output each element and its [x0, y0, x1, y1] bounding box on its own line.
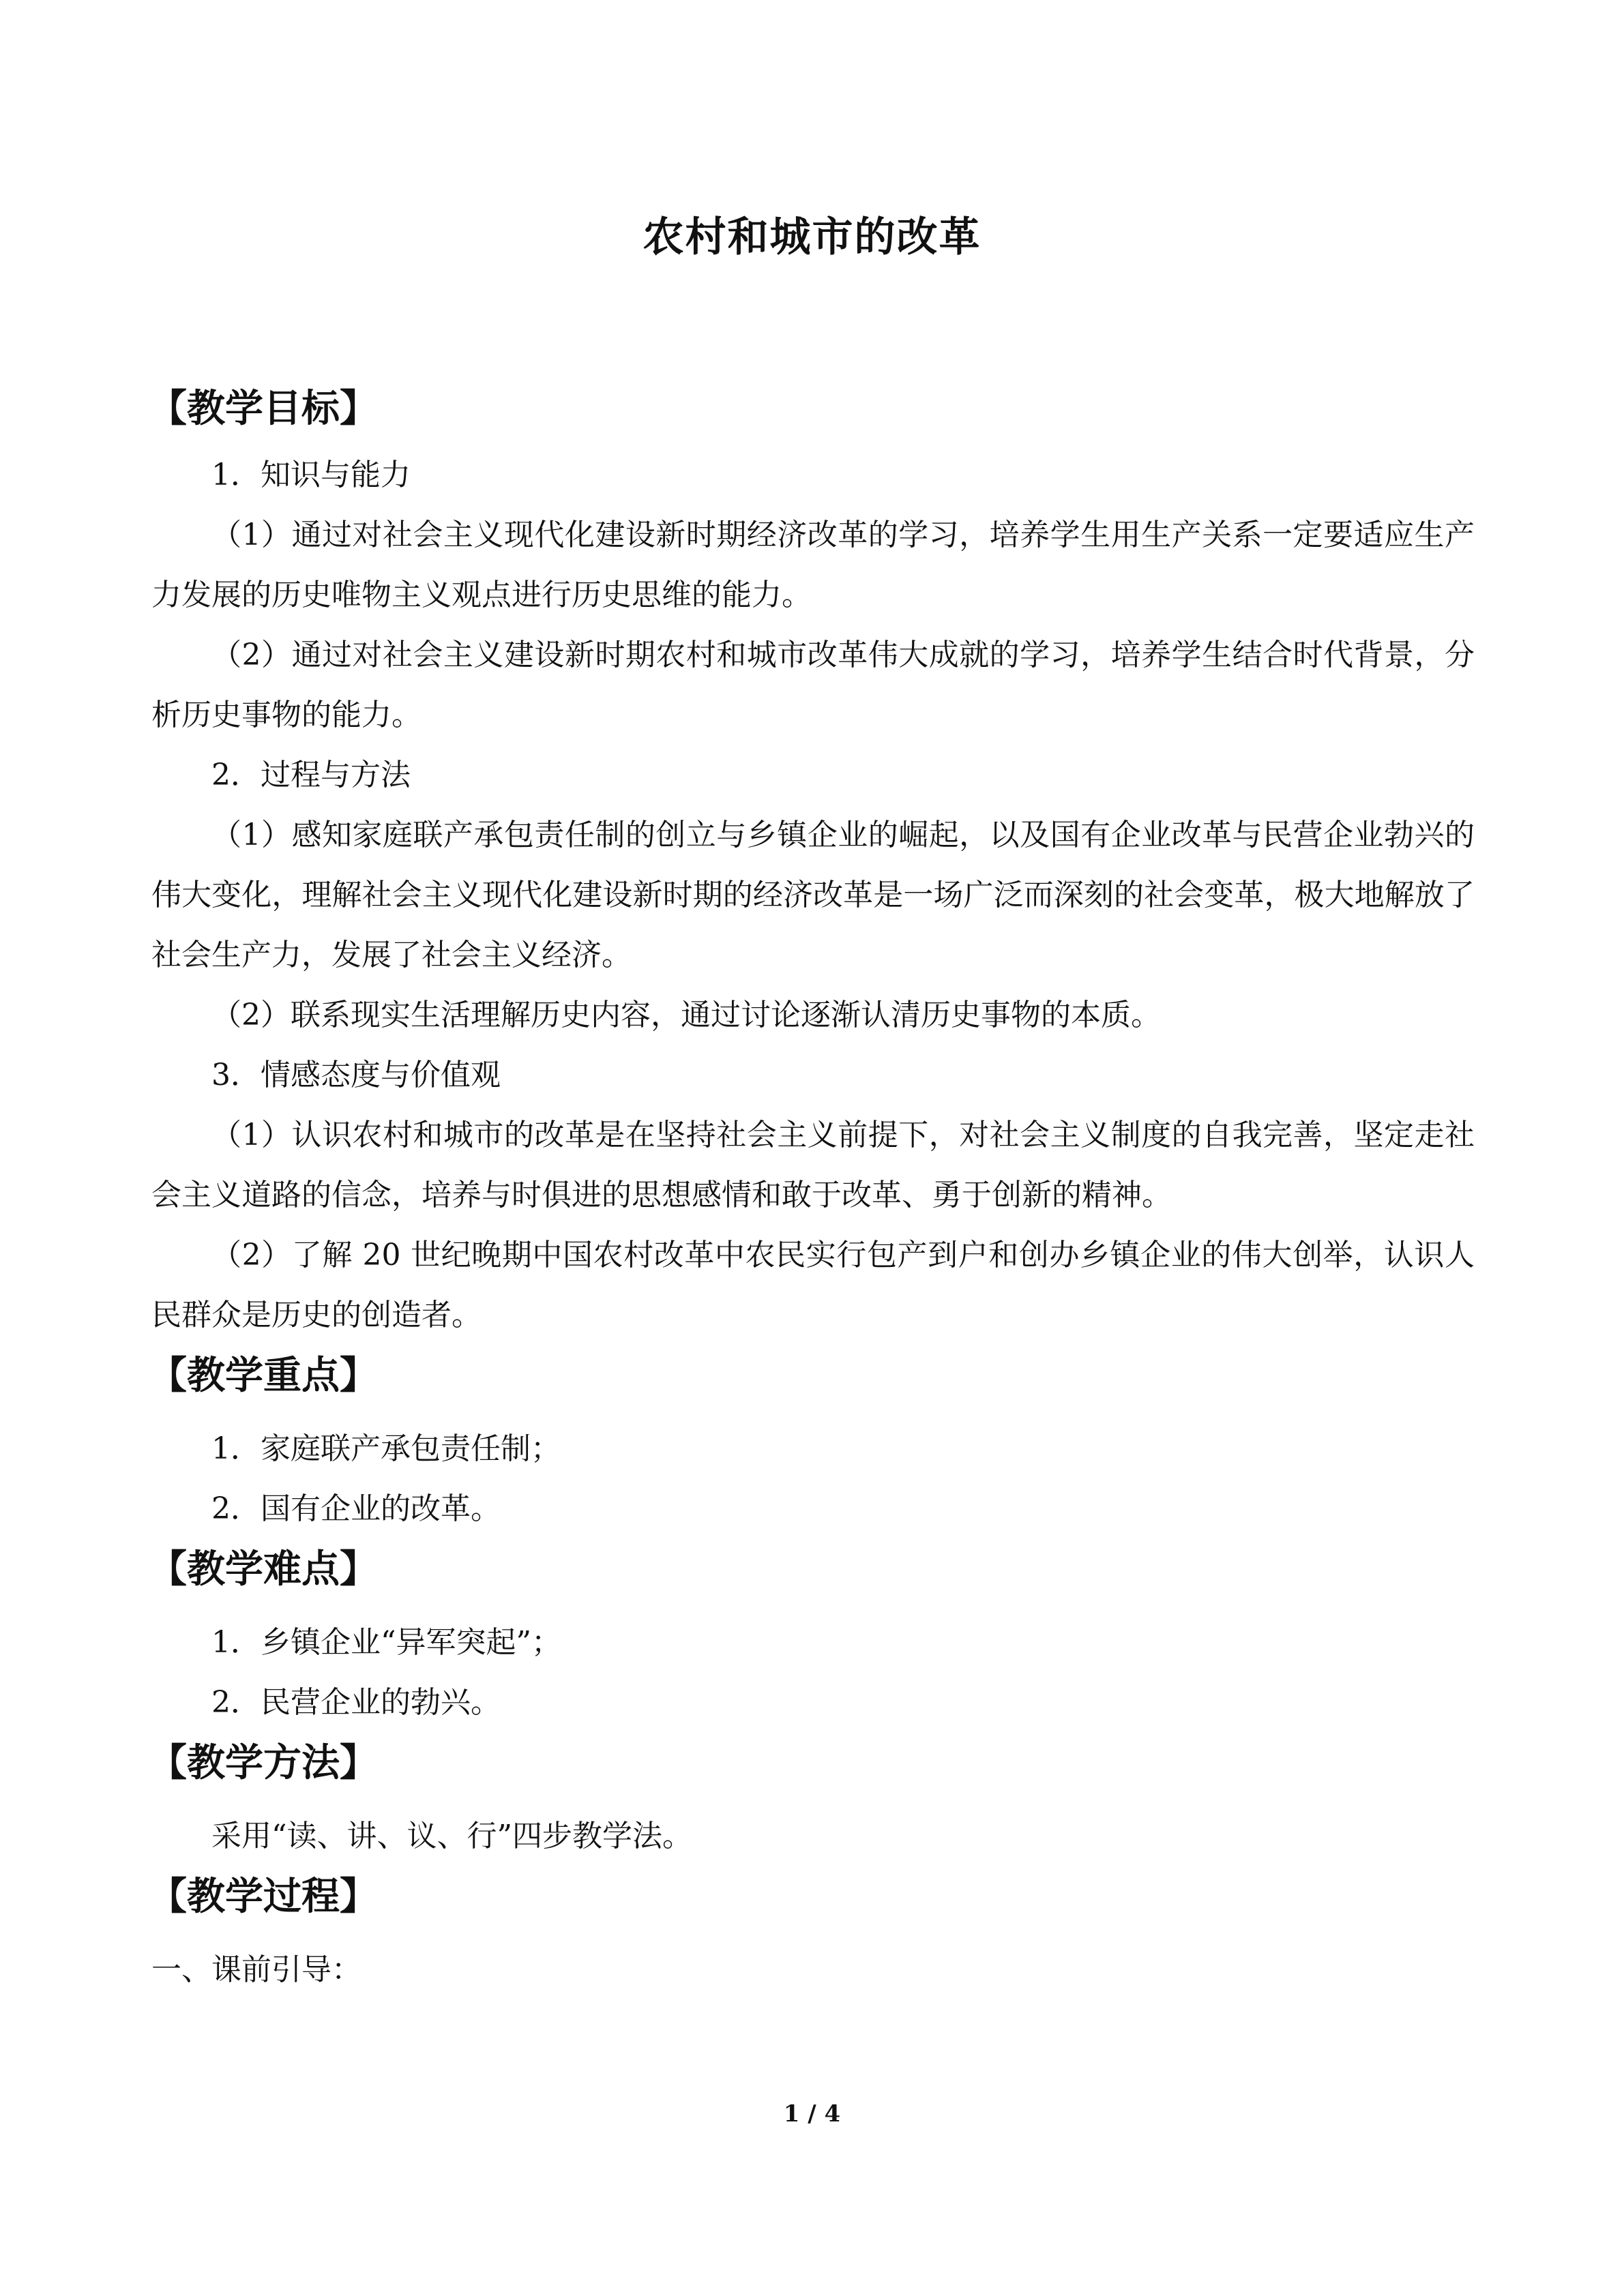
section-heading-key-points: 【教学重点】	[149, 1354, 378, 1398]
section-heading-objectives: 【教学目标】	[149, 387, 378, 431]
objective-paragraph-2: （2）通过对社会主义建设新时期农村和城市改革伟大成就的学习，培养学生结合时代背景，分析历史事物的能力。	[151, 638, 1475, 732]
key-point-item-2: 2．国有企业的改革。	[211, 1491, 501, 1526]
section-heading-process: 【教学过程】	[149, 1875, 378, 1919]
objective-item-3: 3．情感态度与价值观	[211, 1058, 501, 1092]
objective-paragraph-1: （1）通过对社会主义现代化建设新时期经济改革的学习，培养学生用生产关系一定要适应生产力发展的历史唯物主义观点进行历史思维的能力。	[151, 518, 1475, 612]
objective-item-2: 2．过程与方法	[211, 758, 411, 792]
objective-item-1: 1．知识与能力	[211, 458, 411, 492]
page-number: 1 / 4	[783, 2100, 841, 2128]
key-point-item-1: 1．家庭联产承包责任制；	[211, 1431, 561, 1466]
difficulty-item-2: 2．民营企业的勃兴。	[211, 1685, 501, 1720]
methods-text: 采用“读、讲、议、行”四步教学法。	[211, 1819, 692, 1853]
objective-paragraph-3: （1）感知家庭联产承包责任制的创立与乡镇企业的崛起，以及国有企业改革与民营企业勃兴的伟大变化，理解社会主义现代化建设新时期的经济改革是一场广泛而深刻的社会变革，极大地解放了社会生产力，发展了社会主义经济。	[151, 818, 1475, 972]
objective-paragraph-4: （2）联系现实生活理解历史内容，通过讨论逐渐认清历史事物的本质。	[211, 998, 1161, 1032]
section-heading-methods: 【教学方法】	[149, 1741, 378, 1785]
document-body	[151, 378, 1475, 2000]
objective-paragraph-5: （1）认识农村和城市的改革是在坚持社会主义前提下，对社会主义制度的自我完善，坚定走社会主义道路的信念，培养与时俱进的思想感情和敢于改革、勇于创新的精神。	[151, 1118, 1475, 1212]
section-heading-difficulties: 【教学难点】	[149, 1547, 378, 1592]
objective-paragraph-6: （2）了解 20 世纪晚期中国农村改革中农民实行包产到户和创办乡镇企业的伟大创举，认识人民群众是历史的创造者。	[151, 1238, 1475, 1332]
process-text: 一、课前引导：	[151, 1952, 361, 1987]
difficulty-item-1: 1．乡镇企业“异军突起”；	[211, 1625, 561, 1660]
document-title: 农村和城市的改革	[643, 213, 981, 261]
